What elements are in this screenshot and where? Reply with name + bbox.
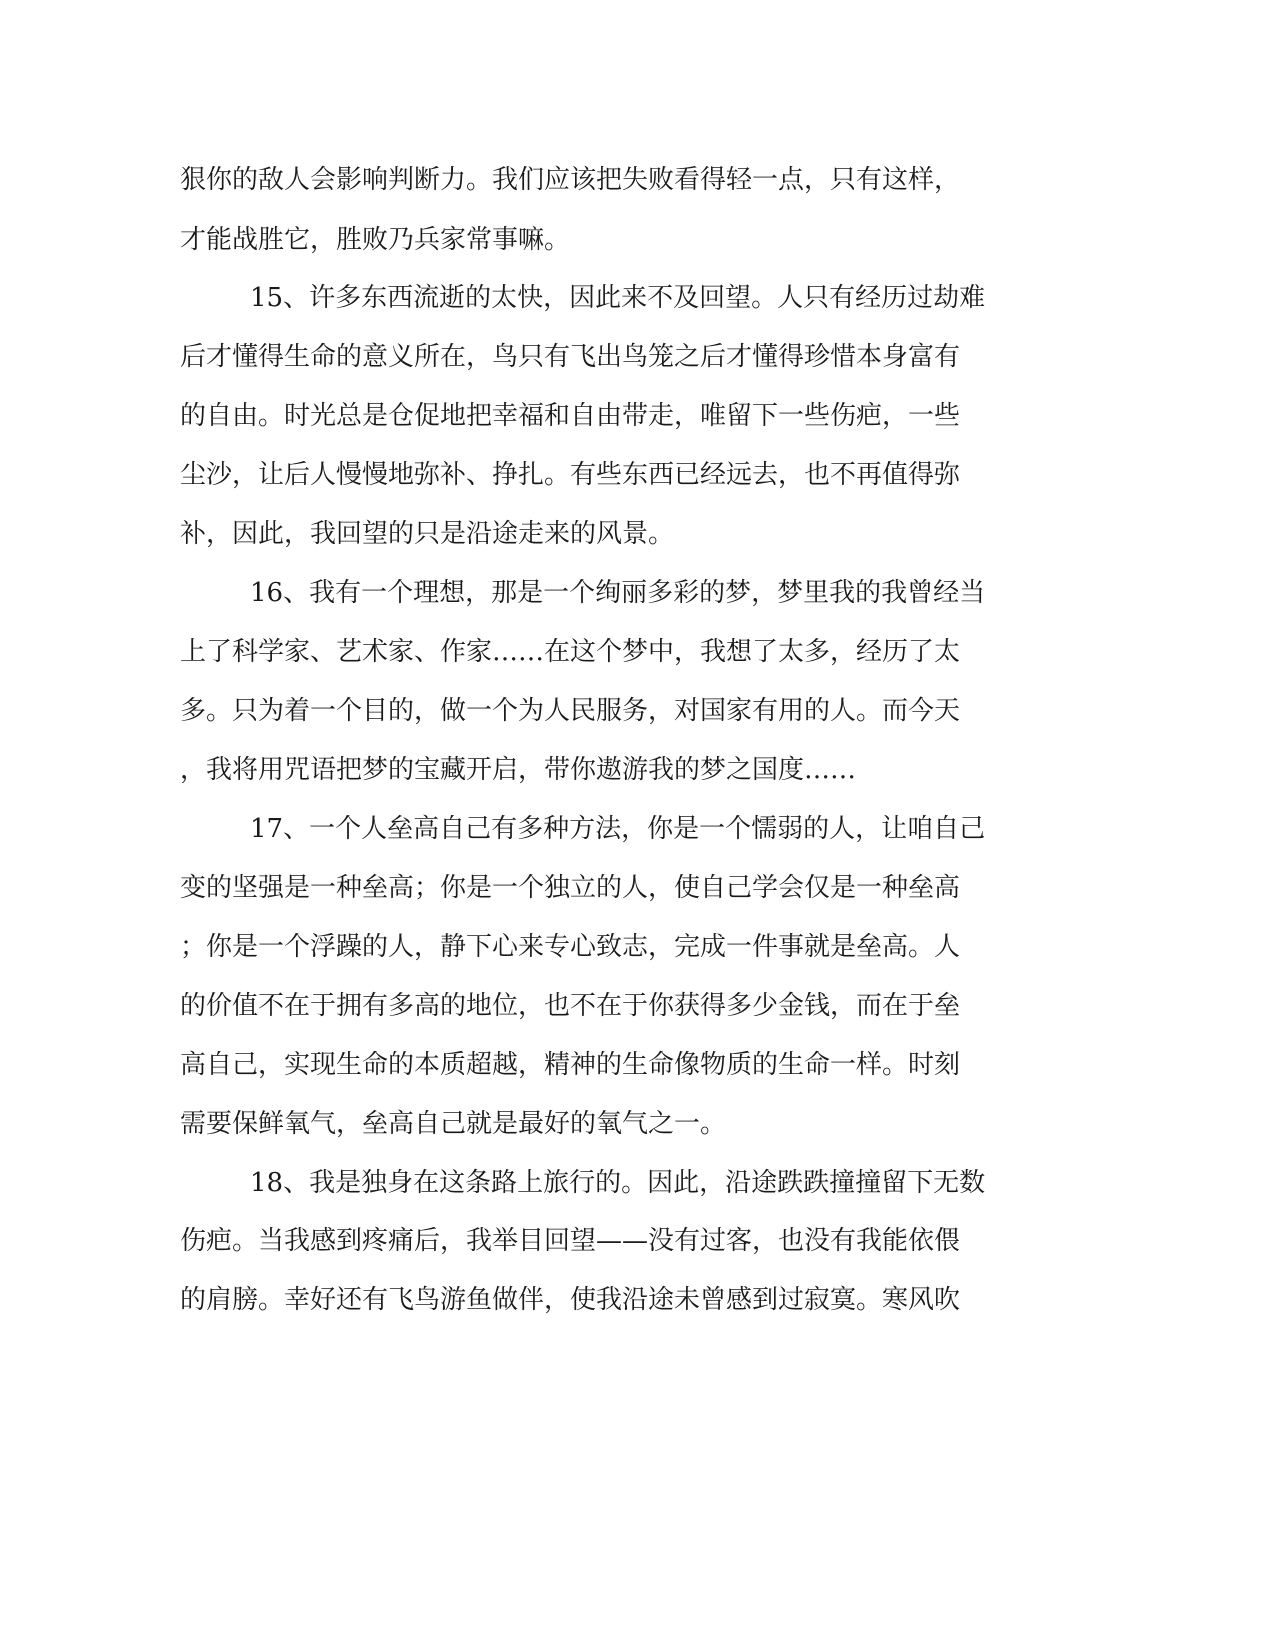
- text-line: 变的坚强是一种垒高；你是一个独立的人，使自己学会仅是一种垒高: [180, 873, 961, 903]
- text-line: 的价值不在于拥有多高的地位，也不在于你获得多少金钱，而在于垒: [180, 991, 961, 1021]
- text-line: 后才懂得生命的意义所在，鸟只有飞出鸟笼之后才懂得珍惜本身富有: [180, 342, 961, 372]
- text-line: 狠你的敌人会影响判断力。我们应该把失败看得轻一点，只有这样，: [180, 165, 961, 195]
- text-line: 尘沙，让后人慢慢地弥补、挣扎。有些东西已经远去，也不再值得弥: [180, 460, 961, 490]
- paragraph-first-line: 17、一个人垒高自己有多种方法，你是一个懦弱的人，让咱自己: [250, 814, 986, 844]
- text-line: 才能战胜它，胜败乃兵家常事嘛。: [180, 225, 571, 255]
- text-line: 需要保鲜氧气，垒高自己就是最好的氧气之一。: [180, 1109, 727, 1139]
- paragraph-first-line: 18、我是独身在这条路上旅行的。因此，沿途跌跌撞撞留下无数: [250, 1168, 986, 1198]
- text-line: 多。只为着一个目的，做一个为人民服务，对国家有用的人。而今天: [180, 696, 961, 726]
- text-line: 的自由。时光总是仓促地把幸福和自由带走，唯留下一些伤疤，一些: [180, 401, 961, 431]
- text-line: ，我将用咒语把梦的宝藏开启，带你遨游我的梦之国度……: [180, 755, 857, 785]
- text-line: 补，因此，我回望的只是沿途走来的风景。: [180, 519, 675, 549]
- paragraph-first-line: 16、我有一个理想，那是一个绚丽多彩的梦，梦里我的我曾经当: [250, 578, 986, 608]
- text-line: 高自己，实现生命的本质超越，精神的生命像物质的生命一样。时刻: [180, 1050, 961, 1080]
- paragraph-first-line: 15、许多东西流逝的太快，因此来不及回望。人只有经历过劫难: [250, 283, 986, 313]
- text-line: 上了科学家、艺术家、作家……在这个梦中，我想了太多，经历了太: [180, 637, 961, 667]
- text-line: ；你是一个浮躁的人，静下心来专心致志，完成一件事就是垒高。人: [180, 932, 961, 962]
- text-line: 的肩膀。幸好还有飞鸟游鱼做伴，使我沿途未曾感到过寂寞。寒风吹: [180, 1285, 961, 1315]
- text-line: 伤疤。当我感到疼痛后，我举目回望——没有过客，也没有我能依偎: [180, 1226, 961, 1256]
